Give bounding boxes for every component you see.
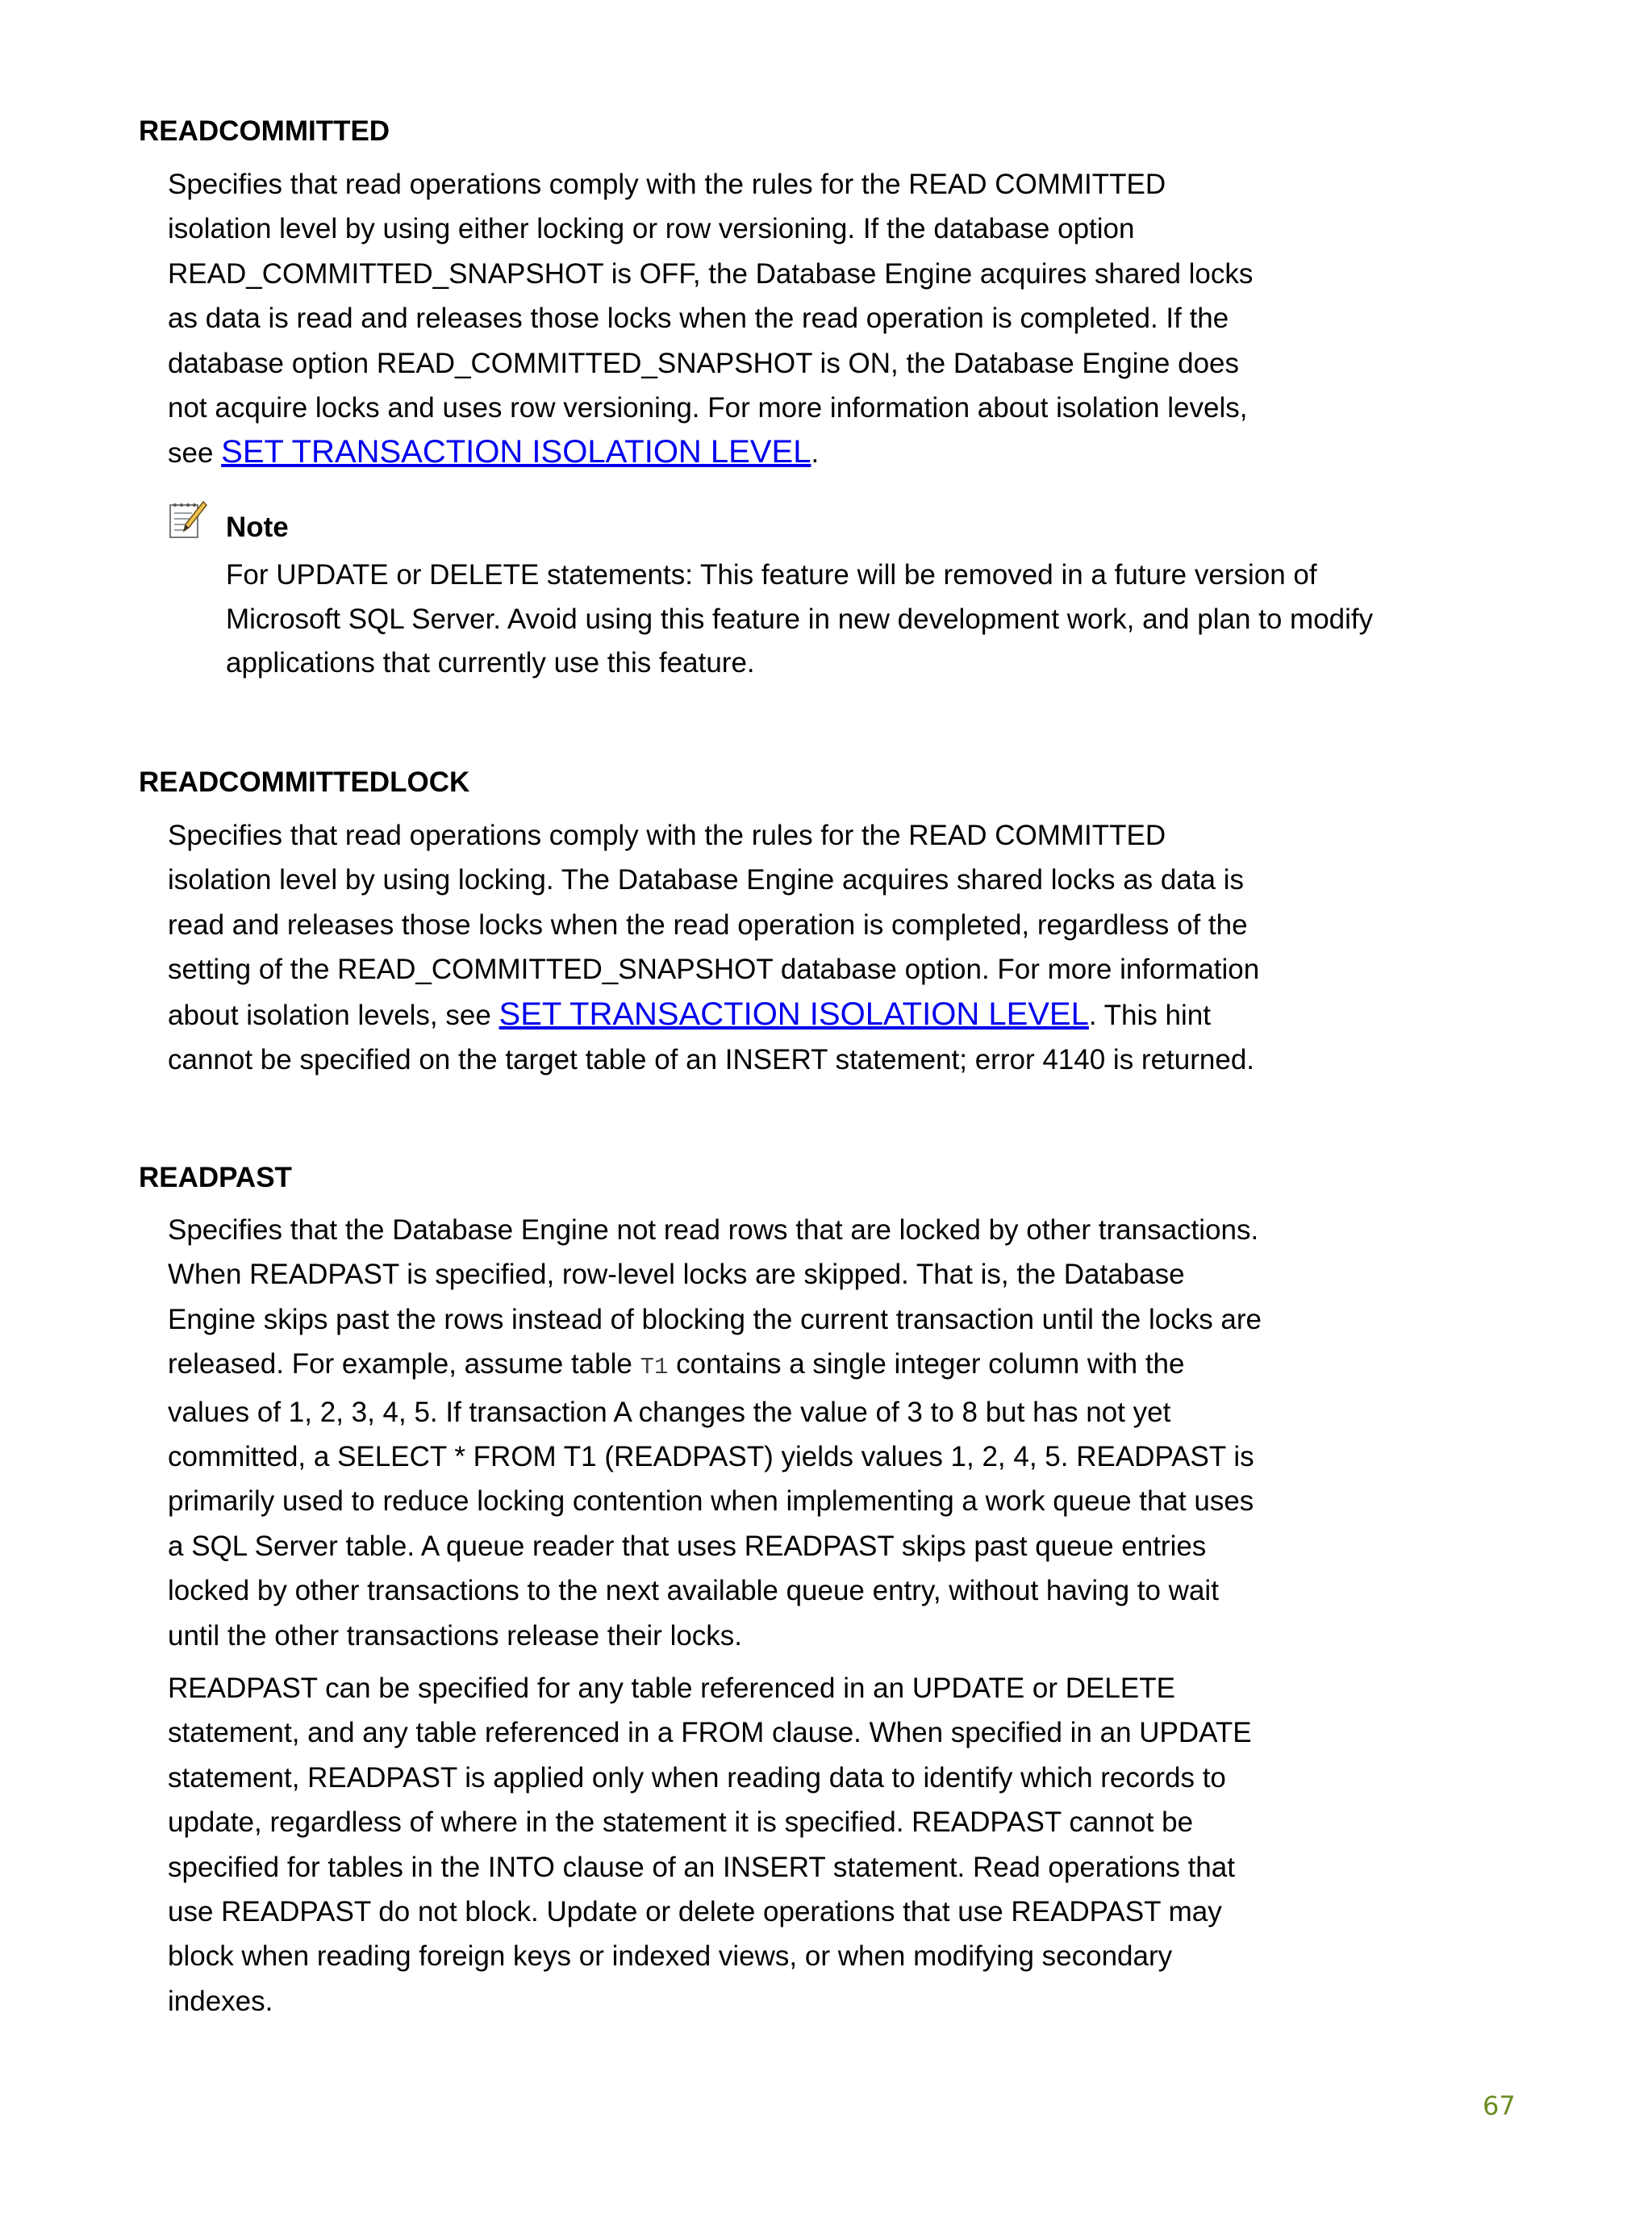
inline-code-t1: T1 bbox=[640, 1354, 669, 1381]
desc-line: committed, a SELECT * FROM T1 (READPAST) yields values 1, 2, 4, 5. READPAST is bbox=[168, 1441, 1254, 1473]
readcommittedlock-description bbox=[168, 813, 1458, 1082]
note-pad-pencil-icon bbox=[168, 499, 208, 541]
desc-line: setting of the READ_COMMITTED_SNAPSHOT database option. For more information bbox=[168, 954, 1260, 986]
desc-line: READ_COMMITTED_SNAPSHOT is OFF, the Database Engine acquires shared locks bbox=[168, 257, 1254, 290]
desc-line: isolation level by using locking. The Database Engine acquires shared locks as data is bbox=[168, 864, 1245, 896]
readcommitted-description bbox=[168, 162, 1458, 476]
desc-line: primarily used to reduce locking contention when implementing a work queue that uses bbox=[168, 1485, 1254, 1518]
note-line: Microsoft SQL Server. Avoid using this feature in new development work, and plan to modify bbox=[226, 603, 1374, 635]
desc-line-text: . This hint bbox=[1088, 999, 1211, 1031]
desc-line: Specifies that the Database Engine not read rows that are locked by other transactions. bbox=[168, 1214, 1259, 1246]
set-transaction-isolation-level-link[interactable]: SET TRANSACTION ISOLATION LEVEL bbox=[499, 996, 1089, 1032]
term-readcommittedlock: READCOMMITTEDLOCK bbox=[139, 766, 470, 798]
desc-line: READPAST can be specified for any table referenced in an UPDATE or DELETE bbox=[168, 1673, 1175, 1704]
desc-line: not acquire locks and uses row versioning. For more information about isolation levels, bbox=[168, 392, 1248, 424]
desc-line: read and releases those locks when the read operation is completed, regardless of the bbox=[168, 908, 1248, 941]
note-title: Note bbox=[226, 512, 289, 543]
readpast-description-paragraph-1 bbox=[168, 1208, 1458, 1658]
desc-line: specified for tables in the INTO clause of an INSERT statement. Read operations that bbox=[168, 1851, 1235, 1883]
desc-line: When READPAST is specified, row-level locks are skipped. That is, the Database bbox=[168, 1259, 1185, 1291]
desc-line: indexes. bbox=[168, 1985, 273, 2017]
page-number: 67 bbox=[1483, 2090, 1516, 2121]
desc-line: Specifies that read operations comply with the rules for the READ COMMITTED bbox=[168, 169, 1166, 200]
desc-line: block when reading foreign keys or indexed views, or when modifying secondary bbox=[168, 1940, 1173, 1973]
desc-line: a SQL Server table. A queue reader that uses READPAST skips past queue entries bbox=[168, 1530, 1207, 1562]
desc-line: statement, READPAST is applied only when reading data to identify which records to bbox=[168, 1761, 1226, 1794]
desc-line: update, regardless of where in the statement it is specified. READPAST cannot be bbox=[168, 1806, 1194, 1839]
term-readcommitted: READCOMMITTED bbox=[139, 115, 390, 147]
desc-line: isolation level by using either locking or row versioning. If the database option bbox=[168, 213, 1135, 245]
desc-line: locked by other transactions to the next available queue entry, without having to wait bbox=[168, 1575, 1219, 1607]
desc-line: Engine skips past the rows instead of blocking the current transaction until the locks are bbox=[168, 1303, 1262, 1335]
desc-line-text: about isolation levels, see bbox=[168, 999, 499, 1031]
set-transaction-isolation-level-link[interactable]: SET TRANSACTION ISOLATION LEVEL bbox=[221, 434, 811, 470]
note-line: For UPDATE or DELETE statements: This feature will be removed in a future version of bbox=[226, 559, 1317, 591]
desc-line: database option READ_COMMITTED_SNAPSHOT is ON, the Database Engine does bbox=[168, 347, 1240, 379]
term-readpast: READPAST bbox=[139, 1162, 292, 1193]
desc-line: Specifies that read operations comply with the rules for the READ COMMITTED bbox=[168, 820, 1166, 851]
readpast-description-paragraph-2 bbox=[168, 1666, 1458, 2023]
desc-line: as data is read and releases those locks when the read operation is completed. If the bbox=[168, 303, 1229, 335]
note-line: applications that currently use this feature. bbox=[226, 647, 755, 679]
desc-line: values of 1, 2, 3, 4, 5. If transaction A changes the value of 3 to 8 but has not yet bbox=[168, 1396, 1171, 1428]
desc-line-text: released. For example, assume table bbox=[168, 1348, 640, 1380]
desc-line-text: contains a single integer column with the bbox=[668, 1348, 1185, 1380]
desc-line-text: see bbox=[168, 437, 222, 470]
desc-line-text: . bbox=[811, 437, 820, 470]
note-body bbox=[226, 553, 1484, 686]
desc-line: cannot be specified on the target table of an INSERT statement; error 4140 is returned. bbox=[168, 1044, 1255, 1076]
desc-line: statement, and any table referenced in a FROM clause. When specified in an UPDATE bbox=[168, 1717, 1252, 1749]
desc-line: use READPAST do not block. Update or delete operations that use READPAST may bbox=[168, 1896, 1222, 1928]
desc-line: until the other transactions release their locks. bbox=[168, 1619, 743, 1652]
